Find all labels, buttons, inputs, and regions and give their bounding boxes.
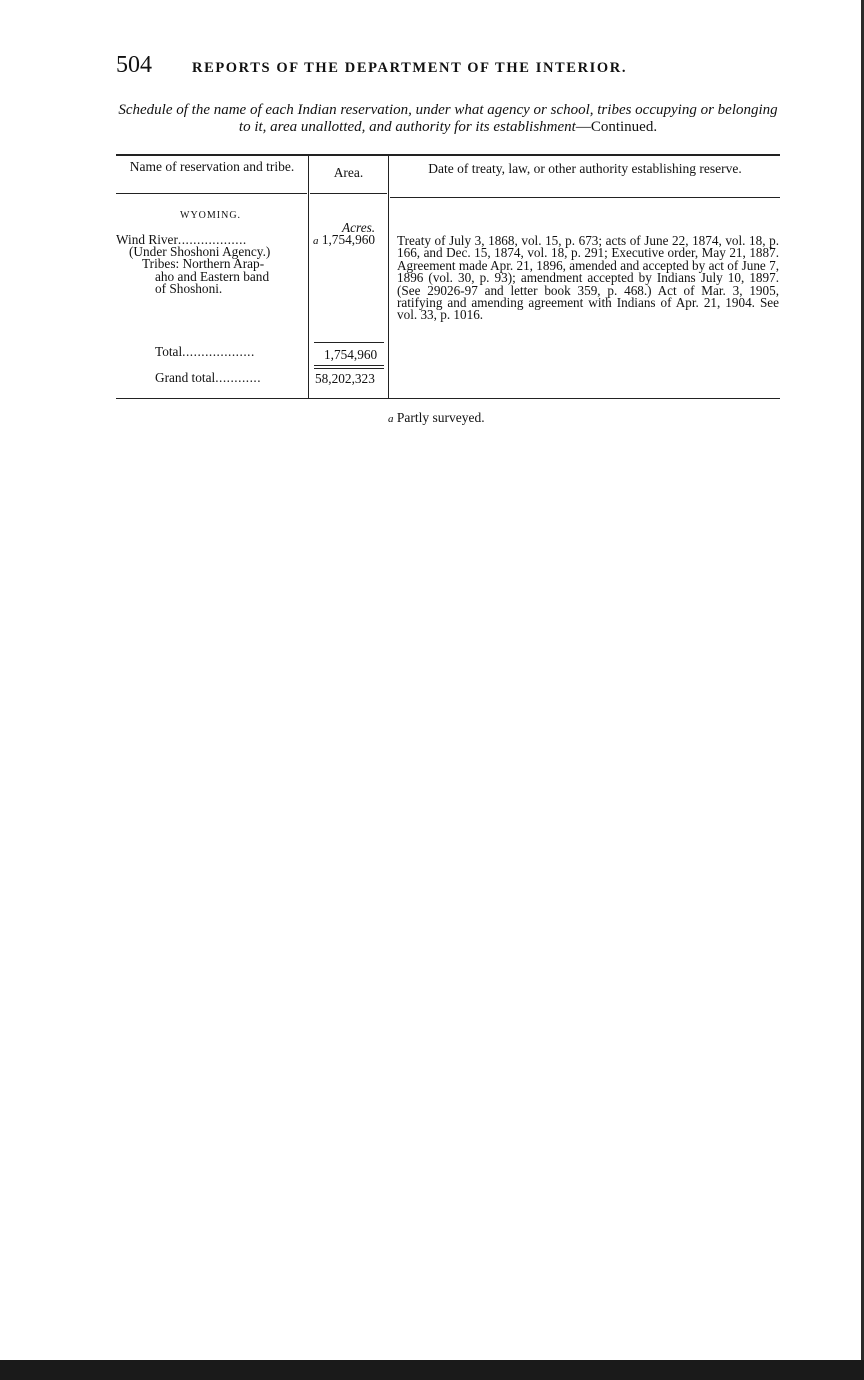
column-divider	[388, 154, 389, 398]
table-bottom-rule	[116, 398, 780, 399]
grand-total-label: Grand total............	[155, 370, 262, 385]
table-caption	[112, 102, 784, 136]
header-authority: Date of treaty, law, or other authority establishing reserve.	[428, 161, 742, 176]
tribes-line: Tribes: Northern Arap-	[142, 256, 265, 271]
header-name: Name of reservation and tribe.	[129, 159, 295, 174]
footnote	[388, 410, 485, 426]
footnote-marker: a	[388, 413, 394, 425]
column-divider	[308, 154, 309, 398]
total-label-text: Total	[155, 344, 183, 359]
agency-line: (Under Shoshoni Agency.)	[129, 244, 271, 259]
state-heading: WYOMING.	[180, 210, 242, 221]
running-head-title: REPORTS OF THE DEPARTMENT OF THE INTERIOR.	[192, 60, 628, 76]
header-bottom-rule	[310, 193, 387, 194]
footnote-marker: a	[313, 235, 319, 247]
header-bottom-rule	[390, 197, 780, 198]
tribes-line: of Shoshoni.	[155, 281, 223, 296]
caption-continued: —Continued.	[575, 119, 658, 135]
total-rule	[314, 342, 384, 343]
header-bottom-rule	[116, 193, 307, 194]
caption-text: Schedule of the name of each Indian reservation, under what agency or school, tribes occupying or belonging to it, area unallotted, and authority for its establishment	[118, 102, 778, 135]
authority-text	[397, 235, 779, 322]
grand-total-rule	[314, 368, 384, 369]
page-number: 504	[116, 52, 152, 78]
total-label: Total...................	[155, 344, 255, 359]
reservation-name-text: Wind River	[116, 232, 178, 247]
footnote-text: Partly surveyed.	[396, 410, 485, 425]
table-top-rule	[116, 154, 780, 156]
running-head	[116, 52, 716, 84]
reservation-name: Wind River..................	[116, 232, 247, 247]
area-unit: Acres.	[342, 220, 376, 235]
area-value	[313, 234, 375, 247]
grand-total-label-text: Grand total	[155, 370, 216, 385]
authority-paragraph: Treaty of July 3, 1868, vol. 15, p. 673; acts of June 22, 1874, vol. 18, p. 166, and Dec. 15, 1874, vol. 18, p. 291; Executive order, May 21, 1887. Agreement made Apr. 21, 1896, amended and accepted by act of June 7, 1896 (vol. 30, p. 93); amendment accepted by Indians July 10, 1897. (See 29026-97 and letter book 359, p. 468.) Act of Mar. 3, 1905, ratifying and amending agreement with Indians of Apr. 21, 1904. See vol. 33, p. 1016.	[397, 233, 779, 323]
grand-total-value: 58,202,323	[315, 371, 375, 386]
header-area: Area.	[333, 165, 364, 180]
tribes-line: aho and Eastern band	[155, 269, 270, 284]
area-value-text: 1,754,960	[321, 232, 376, 247]
total-value: 1,754,960	[324, 347, 378, 362]
page-edge	[0, 1360, 864, 1380]
grand-total-rule	[314, 365, 384, 366]
